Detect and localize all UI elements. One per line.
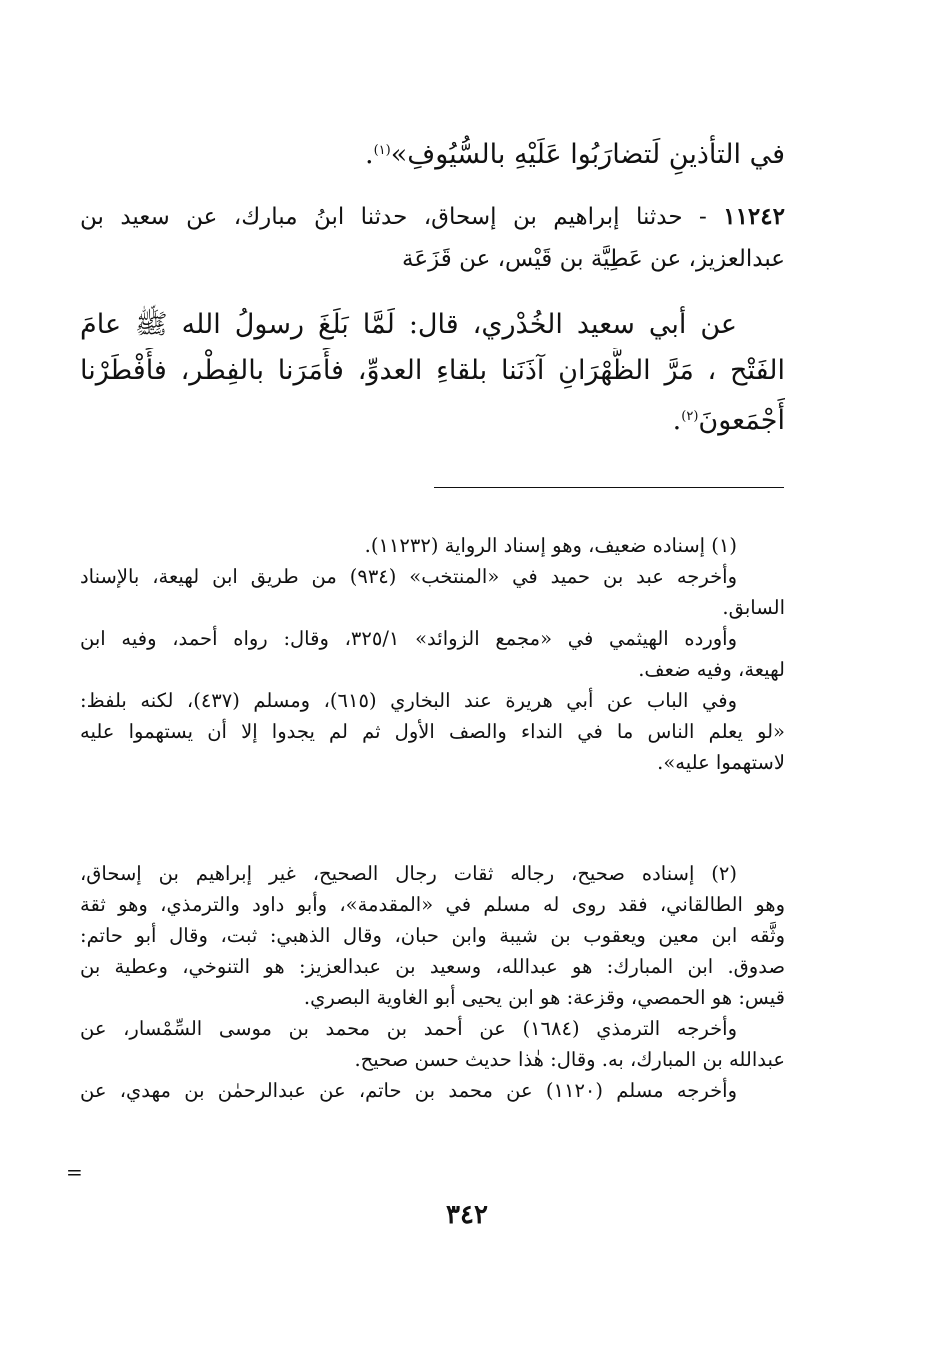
footnote-line: وهو الطالقاني، فقد روى له مسلم في «المقدمة»، وأبو داود والترمذي، وهو ثقة xyxy=(80,893,785,916)
footnote-line: قيس: هو الحمصي، وقزعة: هو ابن يحيى أبو الغاوية البصري. xyxy=(303,986,785,1009)
hadith-matn xyxy=(80,302,785,444)
footnote-line: وثَّقه ابن معين ويعقوب بن شيبة وابن حبان، وقال الذهبي: ثبت، وقال أبو حاتم: xyxy=(80,924,785,947)
footnote-reference: (٢) xyxy=(681,409,699,424)
footnote-line: وأخرجه الترمذي (١٦٨٤) عن أحمد بن محمد بن موسى السِّمْسار، عن xyxy=(80,1017,738,1040)
continuation-mark: = xyxy=(66,1160,83,1184)
footnote-reference: (١) xyxy=(373,143,391,158)
main-text-fragment: في التأذينِ لَتضارَبُوا عَلَيْهِ بالسُّيُوفِ» xyxy=(390,139,785,170)
footnote-line: وأخرجه عبد بن حميد في «المنتخب» (٩٣٤) من طريق ابن لهيعة، بالإسناد xyxy=(80,565,737,588)
isnad-line: عبدالعزيز، عن عَطِيَّة بن قَيْس، عن قَزَعَة xyxy=(402,246,785,272)
footnote-line: لهيعة، وفيه ضعف. xyxy=(638,658,785,681)
footnote-separator xyxy=(434,487,784,488)
main-text-line xyxy=(80,128,785,178)
footnote-1 xyxy=(80,530,785,778)
isnad-line xyxy=(80,196,785,238)
footnote-line: (٢) إسناده صحيح، رجاله ثقات رجال الصحيح، غير إبراهيم بن إسحاق، xyxy=(80,862,737,885)
matn-line: عن أبي سعيد الخُدْري، قال: لَمَّا بَلَغَ رسولُ الله ﷺ عامَ xyxy=(80,309,737,340)
footnote-line: لاستهموا عليه». xyxy=(657,751,785,774)
footnote-line: وأخرجه مسلم (١١٢٠) عن محمد بن حاتم، عن عبدالرحمٰن بن مهدي، عن xyxy=(80,1079,737,1102)
footnote-line: وفي الباب عن أبي هريرة عند البخاري (٦١٥)، ومسلم (٤٣٧)، لكنه بلفظ: xyxy=(80,689,737,712)
matn-text: أَجْمَعونَ xyxy=(698,405,785,436)
matn-text: . xyxy=(672,405,682,436)
main-text-fragment: . xyxy=(364,139,374,170)
matn-line xyxy=(80,394,785,444)
footnote-line: عبدالله بن المبارك، به. وقال: هٰذا حديث حسن صحيح. xyxy=(354,1048,785,1071)
main-text-opening xyxy=(80,128,785,178)
footnote-line: «لو يعلم الناس ما في النداء والصف الأول ثم لم يجدوا إلا أن يستهموا عليه xyxy=(80,720,785,743)
hadith-isnad xyxy=(80,196,785,280)
footnote-line: (١) إسناده ضعيف، وهو إسناد الرواية (١١٢٣٢). xyxy=(364,534,737,557)
footnote-line: صدوق. ابن المبارك: هو عبدالله، وسعيد بن عبدالعزيز: هو التنوخي، وعطية بن xyxy=(80,955,785,978)
isnad-text: - حدثنا إبراهيم بن إسحاق، حدثنا ابنُ مبارك، عن سعيد بن xyxy=(80,204,707,230)
matn-line: الفَتْح ، مَرَّ الظَّهْرَانِ آذَنَنا بلقاءِ العدوِّ، فأَمَرَنا بالفِطْر، فأَفْطَرْنا xyxy=(80,355,785,386)
footnote-line: السابق. xyxy=(722,596,785,619)
footnote-line: وأورده الهيثمي في «مجمع الزوائد» ٣٢٥/١، وقال: رواه أحمد، وفيه ابن xyxy=(80,627,737,650)
hadith-number: ١١٢٤٢ xyxy=(723,203,785,230)
footnote-2 xyxy=(80,858,785,1106)
page-number: ٣٤٢ xyxy=(446,1200,488,1230)
